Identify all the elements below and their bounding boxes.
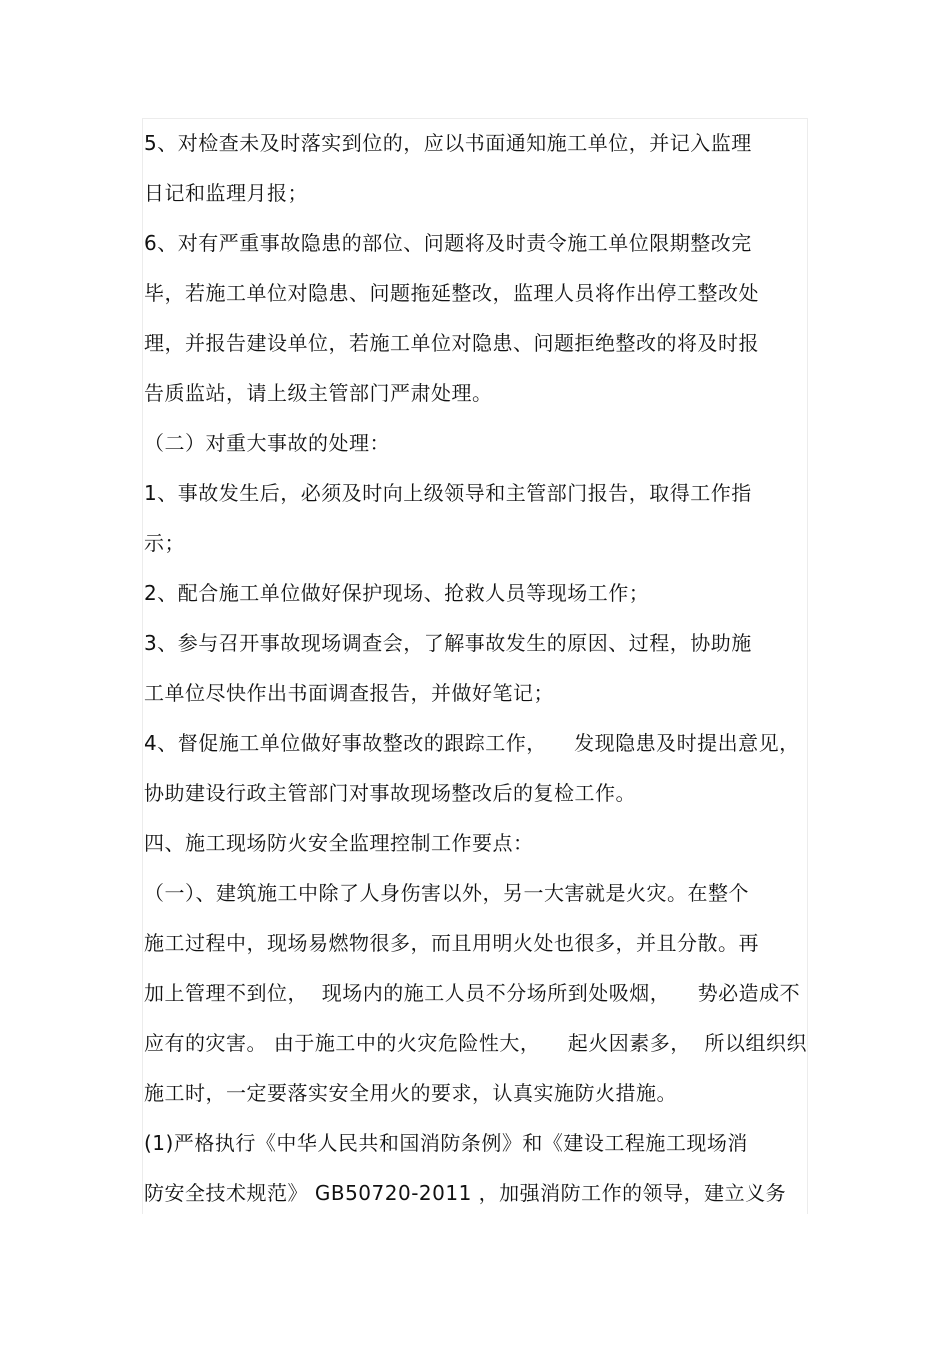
text-line: 2、配合施工单位做好保护现场、抢救人员等现场工作； — [144, 581, 650, 605]
text-line: (1)严格执行《中华人民共和国消防条例》和《建设工程施工现场消 — [144, 1131, 748, 1155]
text-line: 工单位尽快作出书面调查报告，并做好笔记； — [144, 681, 554, 705]
text-line: 协助建设行政主管部门对事故现场整改后的复检工作。 — [144, 781, 636, 805]
section-heading: （二）对重大事故的处理： — [144, 431, 390, 455]
text-line: 施工时，一定要落实安全用火的要求，认真实施防火措施。 — [144, 1081, 677, 1105]
text-line: 毕，若施工单位对隐患、问题拖延整改，监理人员将作出停工整改处 — [144, 281, 759, 305]
text-line: 3、参与召开事故现场调查会，了解事故发生的原因、过程，协助施 — [144, 631, 752, 655]
text-line: 6、对有严重事故隐患的部位、问题将及时责令施工单位限期整改完 — [144, 231, 752, 255]
text-line: 加上管理不到位， 现场内的施工人员不分场所到处吸烟， 势必造成不 — [144, 981, 801, 1005]
text-line: 防安全技术规范》 GB50720-2011 ，加强消防工作的领导，建立义务 — [144, 1181, 787, 1205]
text-line: 日记和监理月报； — [144, 181, 308, 205]
text-line: 理，并报告建设单位，若施工单位对隐患、问题拒绝整改的将及时报 — [144, 331, 759, 355]
text-line: 5、对检查未及时落实到位的，应以书面通知施工单位，并记入监理 — [144, 131, 752, 155]
text-line: 告质监站，请上级主管部门严肃处理。 — [144, 381, 493, 405]
text-line: （一）、建筑施工中除了人身伤害以外，另一大害就是火灾。在整个 — [144, 881, 749, 905]
text-line: 施工过程中，现场易燃物很多，而且用明火处也很多，并且分散。再 — [144, 931, 759, 955]
text-line: 1、事故发生后，必须及时向上级领导和主管部门报告，取得工作指 — [144, 481, 752, 505]
text-line: 4、督促施工单位做好事故整改的跟踪工作， 发现隐患及时提出意见， — [144, 731, 800, 755]
text-line: 示； — [144, 531, 185, 555]
section-heading: 四、施工现场防火安全监理控制工作要点： — [144, 831, 534, 855]
text-line: 应有的灾害。 由于施工中的火灾危险性大， 起火因素多， 所以组织织 — [144, 1031, 808, 1055]
